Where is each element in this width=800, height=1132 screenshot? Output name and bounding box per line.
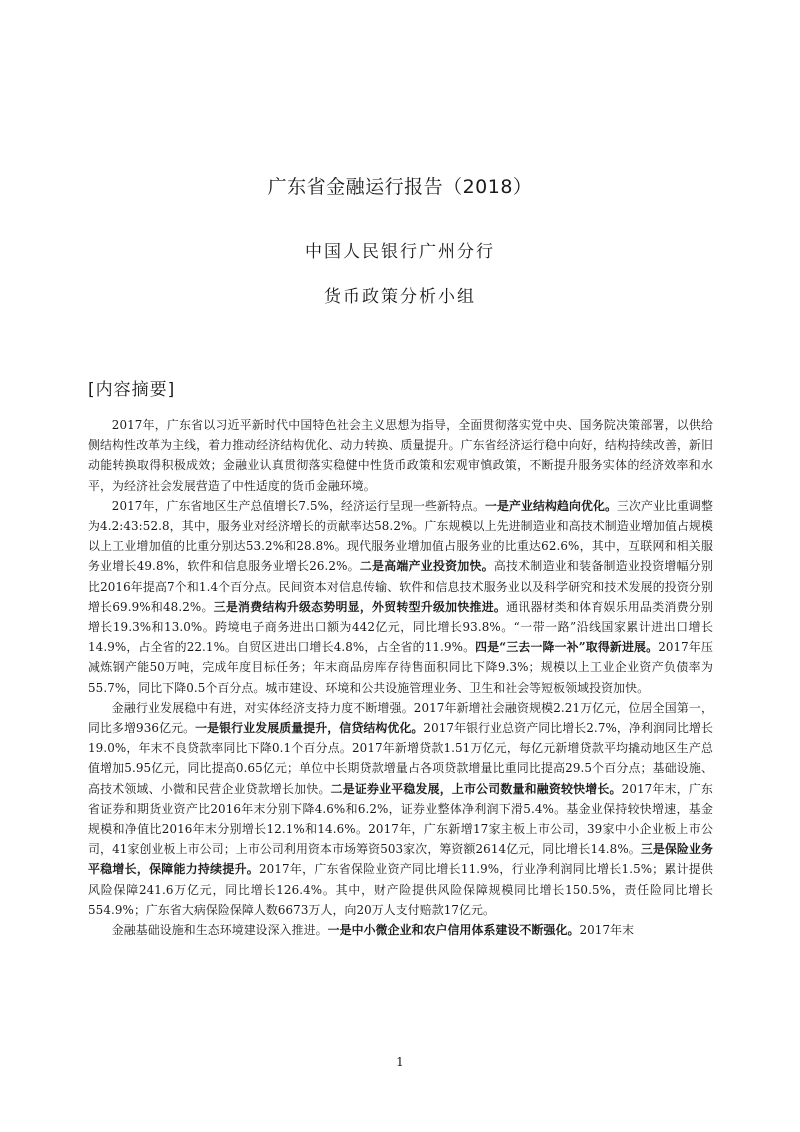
bold-key-point: 一是中小微企业和农户信用体系建设不断强化。	[327, 923, 580, 938]
bold-key-point: 二是证券业平稳发展，上市公司数量和融资较快增长。	[330, 781, 622, 796]
paragraph-text: 金融基础设施和生态环境建设深入推进。	[111, 923, 328, 938]
bold-key-point: 三是消费结构升级态势明显，外贸转型升级加快推进。	[213, 599, 507, 614]
summary-body	[88, 415, 713, 940]
bold-key-point: 一是产业结构趋向优化。	[485, 498, 618, 513]
summary-paragraph	[88, 496, 713, 698]
paragraph-text: 高技术制造业和装备制造业投资增幅分别比2016年提高7个和1.4个百分点。民间资本对信息传输、软件和信息技术服务业以及科学研究和技术发展的投资分别增长69.9%和48.2%。	[88, 559, 713, 614]
paragraph-text: 2017年，广东省保险业资产同比增长11.9%，行业净利润同比增长1.5%；累计提供风险保障241.6万亿元，同比增长126.4%。其中，财产险提供风险保障规模同比增长150.5%，责任险同比增长554.9%；广东省大病保险保障人数6673万人，向20万人支付赔款17亿元。	[88, 862, 713, 917]
summary-paragraph	[88, 920, 713, 940]
summary-paragraph	[88, 415, 713, 496]
paragraph-text: 2017年压减炼钢产能50万吨，完成年度目标任务；年末商品房库存待售面积同比下降9.3%；规模以上工业企业资产负债率为55.7%，同比下降0.5个百分点。城市建设、环境和公共设施管理业务、卫生和社会等短板领域投资加快。	[88, 640, 713, 695]
paragraph-text: 金融行业发展稳中有进，对实体经济支持力度不断增强。2017年新增社会融资规模2.21万亿元，位居全国第一，同比多增936亿元。	[88, 700, 713, 736]
document-title: 广东省金融运行报告（2018）	[267, 176, 533, 198]
paragraph-text: 2017年，广东省地区生产总值增长7.5%，经济运行呈现一些新特点。	[111, 498, 486, 513]
paragraph-text: 三次产业比重调整为4.2:43:52.8，其中，服务业对经济增长的贡献率达58.2%。广东规模以上先进制造业和高技术制造业增加值占规模以上工业增加值的比重分别达53.2%和28.8%。现代服务业增加值占服务业的比重达62.6%，其中，互联网和相关服务业增长49.8%，软件和信息服务业增长26.2%。	[88, 498, 713, 574]
bold-key-point: 二是高端产业投资加快。	[359, 559, 494, 574]
page-number: 1	[396, 1055, 404, 1069]
bold-key-point: 一是银行业发展质量提升，信贷结构优化。	[195, 721, 424, 736]
paragraph-text: 2017年，广东省以习近平新时代中国特色社会主义思想为指导，全面贯彻落实党中央、国务院决策部署，以供给侧结构性改革为主线，着力推动经济结构优化、动力转换、质量提升。广东省经济运行稳中向好，结构持续改善，新旧动能转换取得积极成效；金融业认真贯彻落实稳健中性货币政策和宏观审慎政策，不断提升服务实体的经济效率和水平，为经济社会发展营造了中性适度的货币金融环境。	[88, 418, 713, 493]
bold-key-point: 三是保险业务平稳增长，保障能力持续提升。	[88, 842, 713, 877]
author-organization: 中国人民银行广州分行	[305, 242, 495, 262]
paragraph-text: 2017年银行业总资产同比增长2.7%，净利润同比增长19.0%，年末不良贷款率同比下降0.1个百分点。2017年新增贷款1.51万亿元，每亿元新增贷款平均撬动地区生产总值增加5.95亿元，同比提高0.65亿元；单位中长期贷款增量占各项贷款增量比重同比提高29.5个百分点；基础设施、高技术领域、小微和民营企业贷款增长加快。	[88, 721, 713, 796]
summary-paragraph	[88, 698, 713, 920]
bold-key-point: 四是“三去一降一补”取得新进展。	[475, 640, 659, 655]
paragraph-text: 通讯器材类和体育娱乐用品类消费分别增长19.3%和13.0%。跨境电子商务进出口额为442亿元，同比增长93.8%。“一带一路”沿线国家累计进出口增长14.9%，占全省的22.1%。自贸区进出口增长4.8%，占全省的11.9%。	[88, 599, 714, 655]
summary-heading: [内容摘要]	[88, 380, 176, 400]
paragraph-text: 2017年末	[579, 923, 635, 938]
author-group: 货币政策分析小组	[324, 287, 476, 307]
paragraph-text: 2017年末，广东省证券和期货业资产比2016年末分别下降4.6%和6.2%，证券业整体净利润下滑5.4%。基金业保持较快增速，基金规模和净值比2016年末分别增长12.1%和14.6%。2017年，广东新增17家主板上市公司，39家中小企业板上市公司，41家创业板上市公司；上市公司利用资本市场筹资503家次，筹资额2614亿元，同比增长14.8%。	[88, 781, 713, 857]
